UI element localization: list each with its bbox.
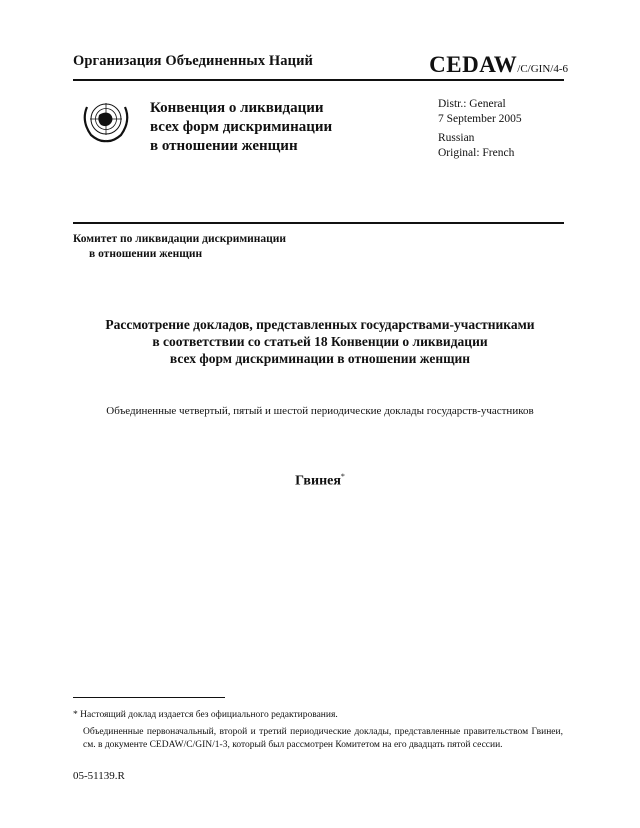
footnote-rule [73, 697, 225, 698]
symbol-main: CEDAW [429, 52, 518, 77]
document-language: Russian [438, 132, 475, 144]
country-heading [60, 472, 580, 490]
organization-name: Организация Объединенных Наций [73, 53, 313, 69]
convention-line-2: всех форм дискриминации [150, 119, 333, 135]
section-rule [73, 222, 564, 224]
document-subtitle: Объединенные четвертый, пятый и шестой периодические доклады государств-участников [106, 405, 534, 417]
symbol-suffix: /C/GIN/4-6 [517, 63, 568, 75]
un-emblem-icon [77, 95, 135, 147]
original-language: Original: French [438, 147, 515, 159]
document-date: 7 September 2005 [438, 113, 522, 125]
job-number: 05-51139.R [73, 770, 125, 782]
convention-line-1: Конвенция о ликвидации [150, 100, 324, 116]
distribution-type: Distr.: General [438, 98, 506, 110]
title-line-3: всех форм дискриминации в отношении женщин [169, 351, 471, 366]
committee-line-1: Комитет по ликвидации дискриминации [73, 233, 287, 245]
document-symbol [429, 52, 568, 78]
country-name: Гвинея [295, 473, 341, 489]
title-line-1: Рассмотрение докладов, представленных государствами-участниками [105, 317, 535, 332]
distribution-block [438, 97, 522, 161]
convention-line-3: в отношении женщин [150, 138, 298, 154]
convention-title [150, 99, 332, 156]
footnote-2: Объединенные первоначальный, второй и третий периодические доклады, представленные правительством Гвинеи, см. в документе CEDAW/C/GIN/1-3, который был рассмотрен Комитетом на его двадцать пятой сессии. [83, 727, 563, 750]
footnote-1: * Настоящий доклад издается без официального редактирования. [73, 710, 338, 720]
document-title [60, 316, 580, 367]
committee-name [73, 232, 286, 262]
header-rule [73, 79, 564, 81]
footnote-marker: * [340, 472, 345, 481]
committee-line-2: в отношении женщин [89, 248, 203, 260]
title-line-2: в соответствии со статьей 18 Конвенции о ликвидации [152, 334, 488, 349]
